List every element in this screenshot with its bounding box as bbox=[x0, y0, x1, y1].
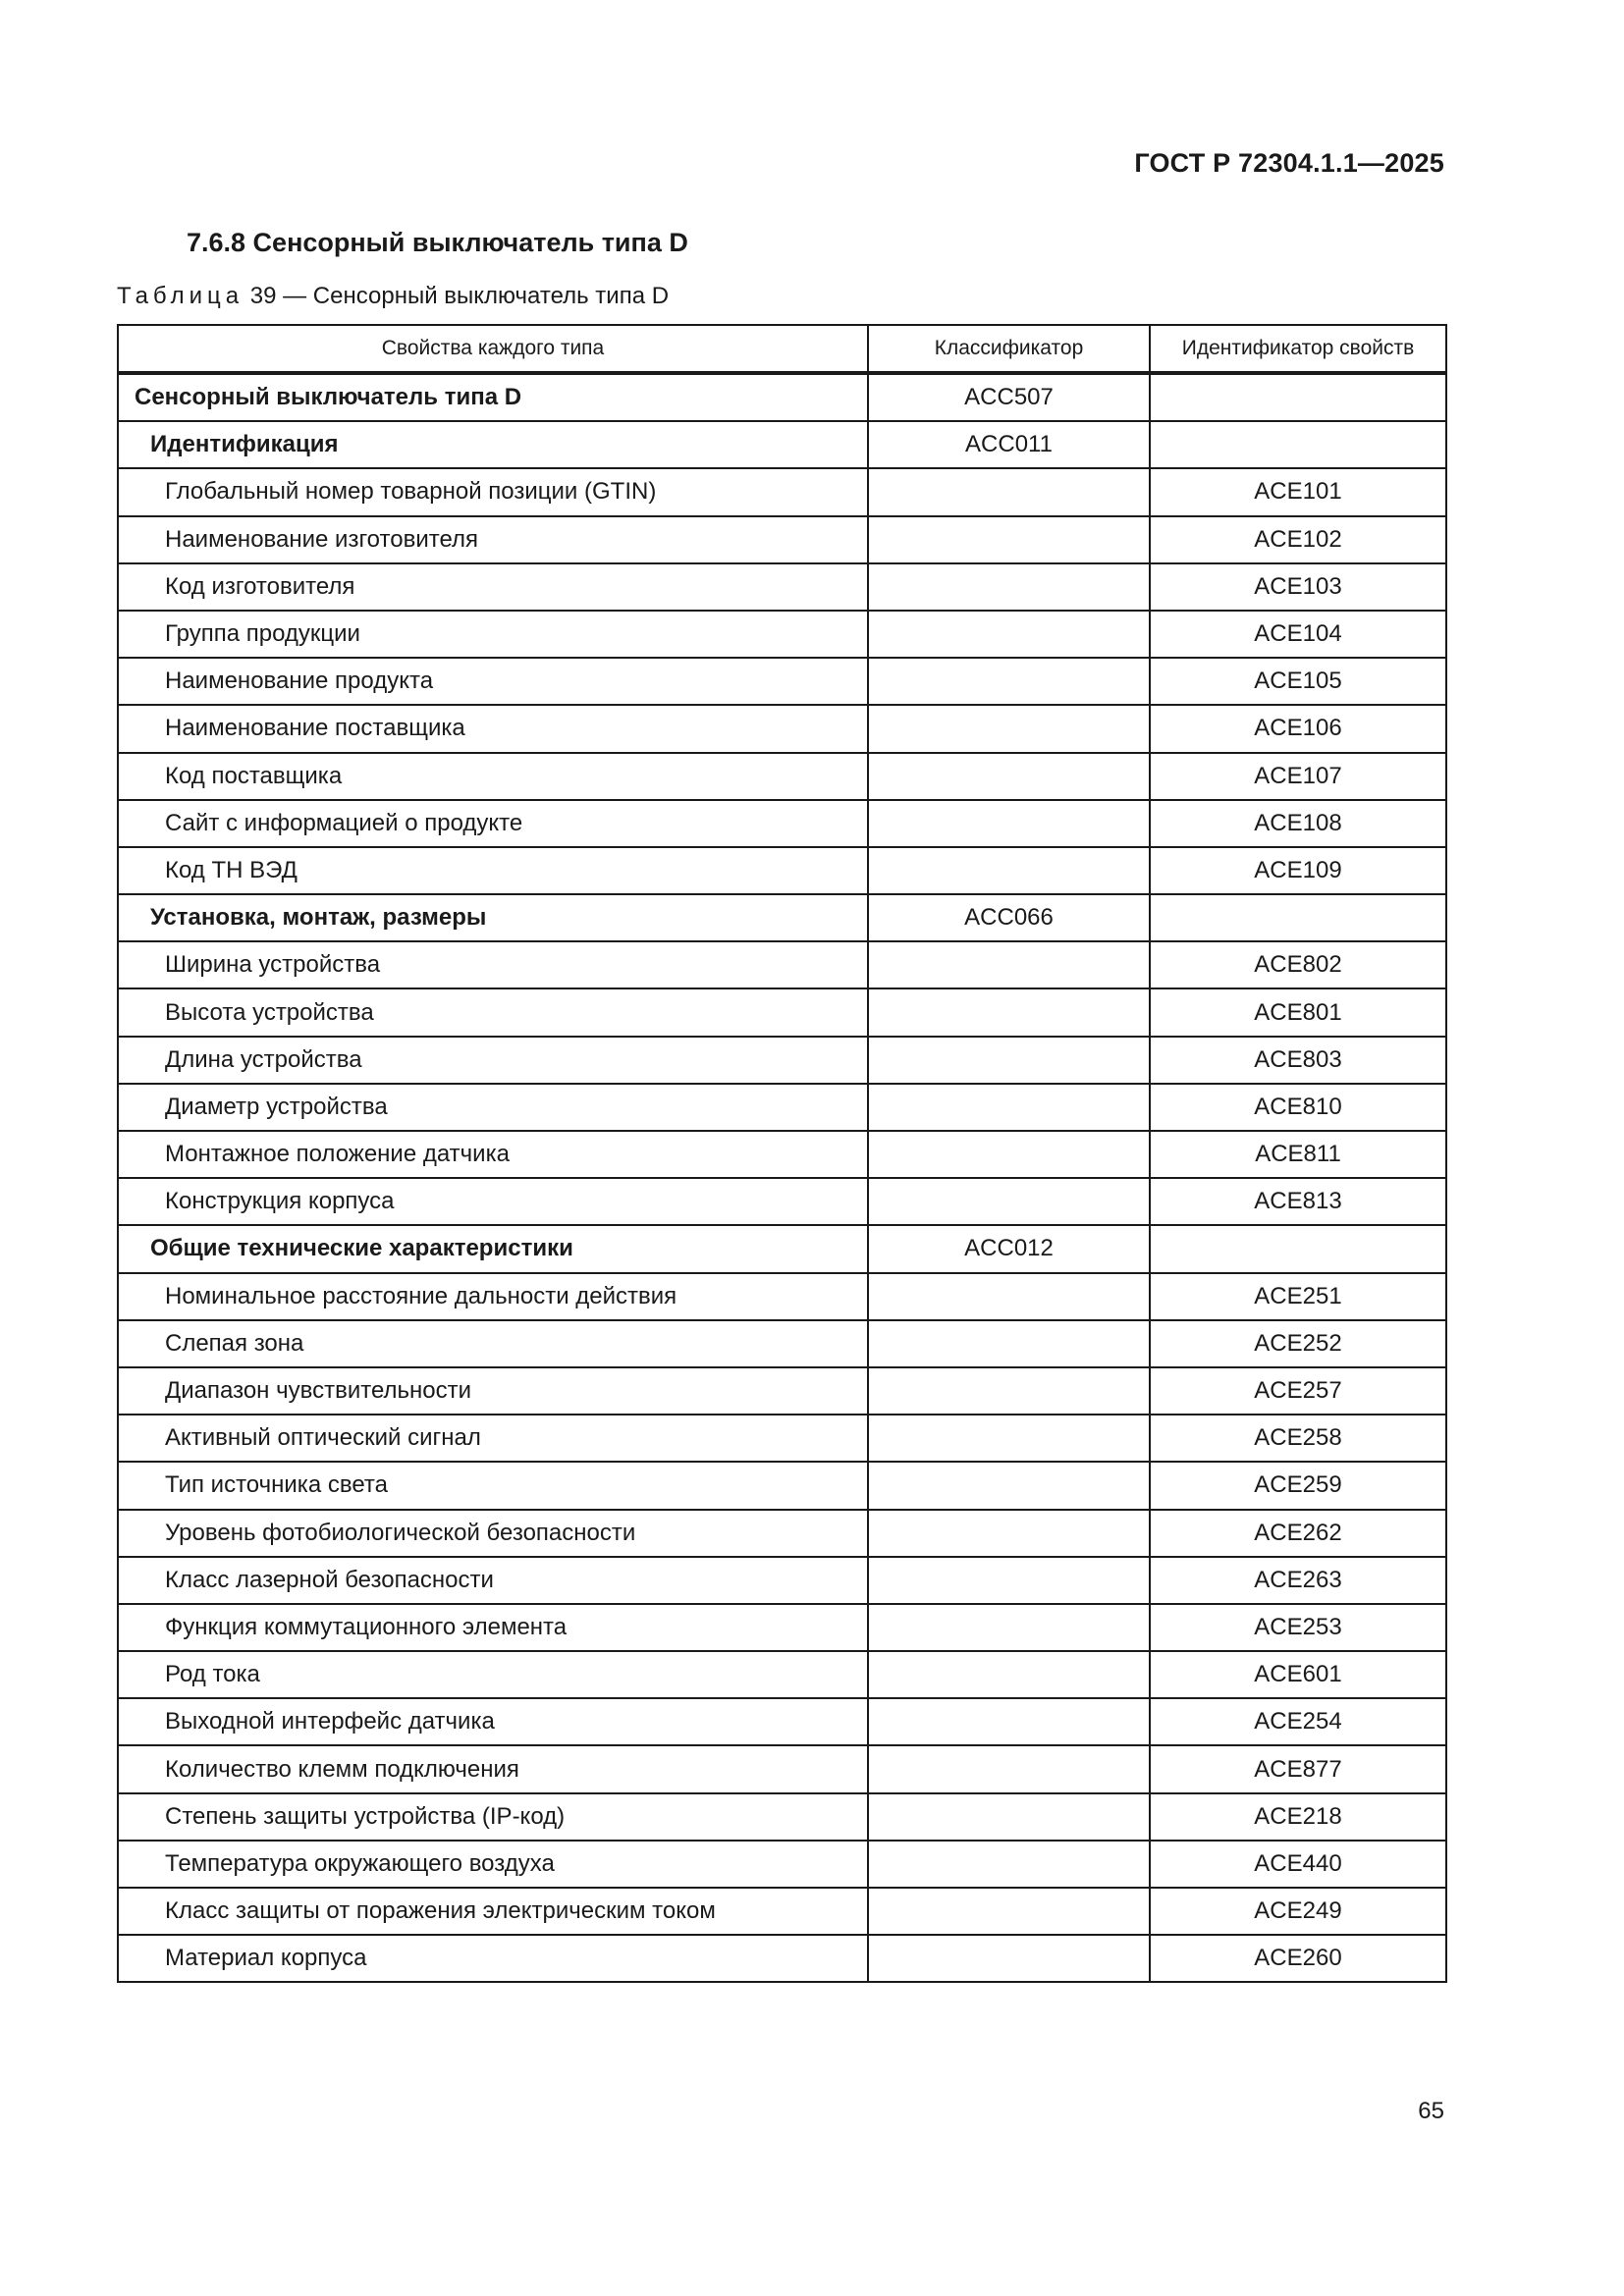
property-name-cell: Код ТН ВЭД bbox=[118, 847, 868, 894]
property-name-cell: Выходной интерфейс датчика bbox=[118, 1698, 868, 1745]
classifier-cell bbox=[868, 1793, 1150, 1841]
property-id-cell: ACE107 bbox=[1150, 753, 1446, 800]
property-name-cell: Наименование изготовителя bbox=[118, 516, 868, 563]
table-row bbox=[118, 1415, 1446, 1462]
table-row bbox=[118, 705, 1446, 752]
table-row bbox=[118, 1698, 1446, 1745]
table-row bbox=[118, 988, 1446, 1036]
section-title: 7.6.8 Сенсорный выключатель типа D bbox=[187, 228, 688, 257]
table-row bbox=[118, 1367, 1446, 1415]
table-row bbox=[118, 847, 1446, 894]
table-caption bbox=[117, 283, 669, 310]
property-id-cell: ACE252 bbox=[1150, 1320, 1446, 1367]
table-row bbox=[118, 1273, 1446, 1320]
table-row bbox=[118, 1935, 1446, 1982]
classifier-cell bbox=[868, 563, 1150, 611]
table-row bbox=[118, 1510, 1446, 1557]
property-id-cell: ACE101 bbox=[1150, 468, 1446, 515]
classifier-cell bbox=[868, 941, 1150, 988]
property-name-cell: Наименование поставщика bbox=[118, 705, 868, 752]
property-name-cell: Материал корпуса bbox=[118, 1935, 868, 1982]
table-row bbox=[118, 658, 1446, 705]
classifier-cell bbox=[868, 1415, 1150, 1462]
property-id-cell: ACE801 bbox=[1150, 988, 1446, 1036]
property-id-cell: ACE601 bbox=[1150, 1651, 1446, 1698]
table-row bbox=[118, 1604, 1446, 1651]
property-name-cell: Количество клемм подключения bbox=[118, 1745, 868, 1792]
property-id-cell: ACE257 bbox=[1150, 1367, 1446, 1415]
property-id-cell: ACE218 bbox=[1150, 1793, 1446, 1841]
table-row bbox=[118, 1841, 1446, 1888]
table-row bbox=[118, 1131, 1446, 1178]
classifier-cell bbox=[868, 1367, 1150, 1415]
property-name-cell: Номинальное расстояние дальности действия bbox=[118, 1273, 868, 1320]
classifier-cell bbox=[868, 1273, 1150, 1320]
property-id-cell: ACE262 bbox=[1150, 1510, 1446, 1557]
classifier-cell bbox=[868, 800, 1150, 847]
property-id-cell: ACE259 bbox=[1150, 1462, 1446, 1509]
classifier-cell bbox=[868, 753, 1150, 800]
classifier-cell: ACC012 bbox=[868, 1225, 1150, 1272]
table-row bbox=[118, 563, 1446, 611]
property-id-cell: ACE813 bbox=[1150, 1178, 1446, 1225]
table-row bbox=[118, 1037, 1446, 1084]
property-name-cell: Монтажное положение датчика bbox=[118, 1131, 868, 1178]
classifier-cell bbox=[868, 658, 1150, 705]
property-name-cell: Температура окружающего воздуха bbox=[118, 1841, 868, 1888]
property-name-cell: Идентификация bbox=[118, 421, 868, 468]
classifier-cell bbox=[868, 1557, 1150, 1604]
classifier-cell bbox=[868, 1698, 1150, 1745]
classifier-cell bbox=[868, 1510, 1150, 1557]
property-name-cell: Ширина устройства bbox=[118, 941, 868, 988]
property-id-cell: ACE103 bbox=[1150, 563, 1446, 611]
classifier-cell: ACC507 bbox=[868, 373, 1150, 421]
table-row bbox=[118, 1462, 1446, 1509]
property-id-cell: ACE258 bbox=[1150, 1415, 1446, 1462]
property-id-cell: ACE106 bbox=[1150, 705, 1446, 752]
table-row bbox=[118, 1178, 1446, 1225]
standard-number: ГОСТ Р 72304.1.1—2025 bbox=[1134, 148, 1444, 178]
classifier-cell bbox=[868, 1841, 1150, 1888]
classifier-cell bbox=[868, 1131, 1150, 1178]
property-id-cell bbox=[1150, 1225, 1446, 1272]
property-id-cell: ACE251 bbox=[1150, 1273, 1446, 1320]
property-name-cell: Класс лазерной безопасности bbox=[118, 1557, 868, 1604]
property-name-cell: Наименование продукта bbox=[118, 658, 868, 705]
table-header-row bbox=[118, 325, 1446, 373]
table-row bbox=[118, 1225, 1446, 1272]
table-row bbox=[118, 1557, 1446, 1604]
property-id-cell bbox=[1150, 894, 1446, 941]
property-name-cell: Код поставщика bbox=[118, 753, 868, 800]
property-name-cell: Класс защиты от поражения электрическим током bbox=[118, 1888, 868, 1935]
property-id-cell: ACE260 bbox=[1150, 1935, 1446, 1982]
table-row bbox=[118, 1793, 1446, 1841]
property-name-cell: Род тока bbox=[118, 1651, 868, 1698]
classifier-cell bbox=[868, 847, 1150, 894]
table-row bbox=[118, 753, 1446, 800]
column-header-properties: Свойства каждого типа bbox=[118, 325, 868, 373]
column-header-property-id: Идентификатор свойств bbox=[1150, 325, 1446, 373]
property-name-cell: Сенсорный выключатель типа D bbox=[118, 373, 868, 421]
property-name-cell: Глобальный номер товарной позиции (GTIN) bbox=[118, 468, 868, 515]
property-id-cell: ACE811 bbox=[1150, 1131, 1446, 1178]
table-row bbox=[118, 468, 1446, 515]
table-row bbox=[118, 800, 1446, 847]
table-row bbox=[118, 421, 1446, 468]
property-name-cell: Активный оптический сигнал bbox=[118, 1415, 868, 1462]
column-header-classifier: Классификатор bbox=[868, 325, 1150, 373]
table-row bbox=[118, 373, 1446, 421]
classifier-cell bbox=[868, 988, 1150, 1036]
property-name-cell: Общие технические характеристики bbox=[118, 1225, 868, 1272]
classifier-cell bbox=[868, 1462, 1150, 1509]
property-name-cell: Высота устройства bbox=[118, 988, 868, 1036]
property-name-cell: Функция коммутационного элемента bbox=[118, 1604, 868, 1651]
classifier-cell bbox=[868, 1037, 1150, 1084]
table-row bbox=[118, 1745, 1446, 1792]
table-row bbox=[118, 941, 1446, 988]
classifier-cell bbox=[868, 516, 1150, 563]
table-row bbox=[118, 516, 1446, 563]
property-name-cell: Сайт с информацией о продукте bbox=[118, 800, 868, 847]
property-name-cell: Код изготовителя bbox=[118, 563, 868, 611]
property-id-cell: ACE802 bbox=[1150, 941, 1446, 988]
property-name-cell: Слепая зона bbox=[118, 1320, 868, 1367]
property-id-cell bbox=[1150, 421, 1446, 468]
classifier-cell bbox=[868, 468, 1150, 515]
property-name-cell: Диаметр устройства bbox=[118, 1084, 868, 1131]
table-row bbox=[118, 1888, 1446, 1935]
property-name-cell: Тип источника света bbox=[118, 1462, 868, 1509]
property-id-cell: ACE109 bbox=[1150, 847, 1446, 894]
property-id-cell: ACE440 bbox=[1150, 1841, 1446, 1888]
property-id-cell: ACE253 bbox=[1150, 1604, 1446, 1651]
property-name-cell: Конструкция корпуса bbox=[118, 1178, 868, 1225]
property-name-cell: Установка, монтаж, размеры bbox=[118, 894, 868, 941]
property-id-cell bbox=[1150, 373, 1446, 421]
table-row bbox=[118, 1320, 1446, 1367]
property-id-cell: ACE877 bbox=[1150, 1745, 1446, 1792]
property-id-cell: ACE105 bbox=[1150, 658, 1446, 705]
classifier-cell bbox=[868, 1604, 1150, 1651]
property-id-cell: ACE108 bbox=[1150, 800, 1446, 847]
property-id-cell: ACE254 bbox=[1150, 1698, 1446, 1745]
classifier-cell bbox=[868, 1178, 1150, 1225]
classifier-cell bbox=[868, 1320, 1150, 1367]
property-name-cell: Степень защиты устройства (IP-код) bbox=[118, 1793, 868, 1841]
classifier-cell bbox=[868, 1651, 1150, 1698]
classifier-cell: ACC011 bbox=[868, 421, 1150, 468]
property-id-cell: ACE249 bbox=[1150, 1888, 1446, 1935]
property-id-cell: ACE810 bbox=[1150, 1084, 1446, 1131]
table-row bbox=[118, 1084, 1446, 1131]
table-row bbox=[118, 894, 1446, 941]
property-name-cell: Группа продукции bbox=[118, 611, 868, 658]
property-name-cell: Длина устройства bbox=[118, 1037, 868, 1084]
property-name-cell: Диапазон чувствительности bbox=[118, 1367, 868, 1415]
classifier-cell: ACC066 bbox=[868, 894, 1150, 941]
property-id-cell: ACE803 bbox=[1150, 1037, 1446, 1084]
property-name-cell: Уровень фотобиологической безопасности bbox=[118, 1510, 868, 1557]
table-body bbox=[118, 373, 1446, 1982]
table-row bbox=[118, 1651, 1446, 1698]
page-number: 65 bbox=[1418, 2098, 1444, 2124]
table-caption-text: 39 — Сенсорный выключатель типа D bbox=[244, 283, 670, 309]
classifier-cell bbox=[868, 1084, 1150, 1131]
properties-table bbox=[117, 324, 1447, 1983]
classifier-cell bbox=[868, 1935, 1150, 1982]
classifier-cell bbox=[868, 1888, 1150, 1935]
property-id-cell: ACE104 bbox=[1150, 611, 1446, 658]
classifier-cell bbox=[868, 611, 1150, 658]
table-caption-word: Таблица bbox=[117, 283, 244, 309]
classifier-cell bbox=[868, 1745, 1150, 1792]
classifier-cell bbox=[868, 705, 1150, 752]
table-row bbox=[118, 611, 1446, 658]
property-id-cell: ACE102 bbox=[1150, 516, 1446, 563]
property-id-cell: ACE263 bbox=[1150, 1557, 1446, 1604]
